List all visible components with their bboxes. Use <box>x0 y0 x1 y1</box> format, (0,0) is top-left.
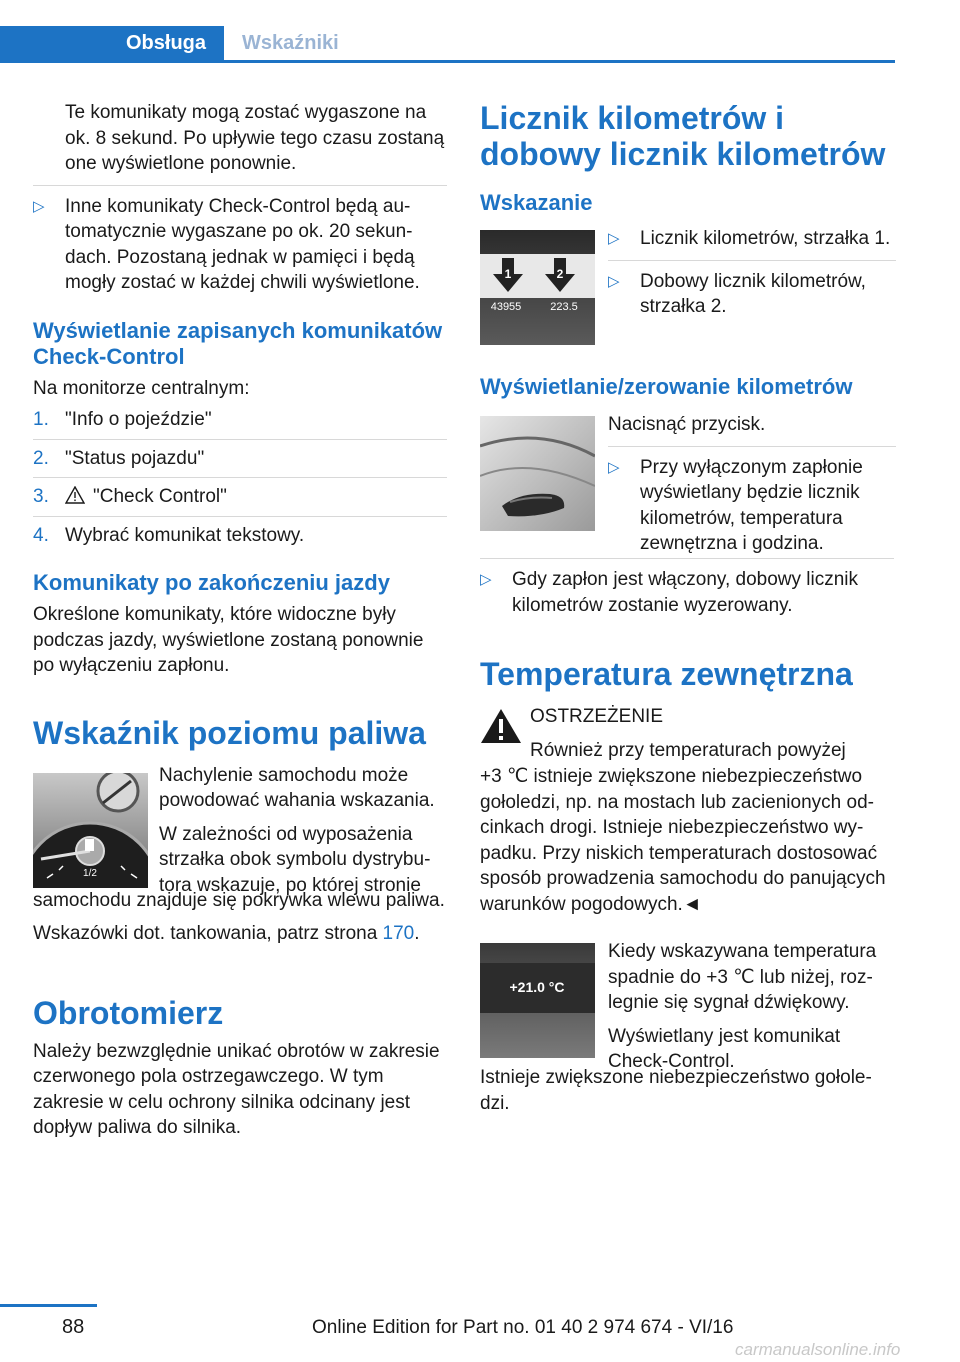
heading-show-stored: Wyświetlanie zapisanych komunikatów Check-Control <box>33 317 443 369</box>
paragraph-tachometer: Należy bezwzględnie unikać obrotów w zakresie czerwonego pola ostrzegawczego. W tym zakresie w celu ochrony silnika odcinany jest dopływ paliwa do silnika. <box>33 1040 440 1138</box>
paragraph-temp-risk: Istnieje zwiększone niebezpieczeństwo gołoledzi. <box>480 1067 872 1114</box>
temperature-value: +21.0 °C <box>509 979 565 995</box>
paragraph-temp-message: Wyświetlany jest komunikat Check-Control. <box>608 1025 841 1072</box>
trip-value: 223.5 <box>550 301 578 313</box>
fuel-gauge-image <box>33 773 148 888</box>
heading-tachometer: Obrotomierz <box>33 994 224 1031</box>
list-item <box>33 446 447 472</box>
paragraph-press-button: Nacisnąć przycisk. <box>608 414 766 435</box>
header-rule <box>0 60 895 63</box>
step-number: 4. <box>33 524 49 546</box>
paragraph-on-monitor: Na monitorze centralnym: <box>33 377 250 399</box>
refuel-hint-text: Wskazówki dot. tankowania, patrz strona <box>33 923 378 944</box>
right-column <box>480 100 894 1116</box>
fuel-gauge-half-label: 1/2 <box>83 867 97 879</box>
heading-display: Wskazanie <box>480 190 593 215</box>
odometer-list <box>608 226 896 320</box>
list-item <box>480 567 894 618</box>
warning-triangle-icon <box>65 486 85 504</box>
paragraph-refuel-hint <box>33 921 447 947</box>
paragraph-temp-signal: Kiedy wskazywana temperatura spadnie do +3 ℃ lub niżej, rozlegnie się sygnał dźwiękowy. <box>608 941 877 1013</box>
watermark: carmanualsonline.info <box>735 1340 901 1359</box>
reset-text <box>608 412 896 557</box>
step-text[interactable]: "Status pojazdu" <box>65 447 205 469</box>
heading-after-drive: Komunikaty po zakończeniu jazdy <box>33 570 390 595</box>
divider <box>608 446 896 447</box>
page-header <box>0 0 960 62</box>
triangle-bullet-icon: ▷ <box>480 571 492 588</box>
triangle-bullet-icon: ▷ <box>608 230 620 247</box>
list-item <box>608 455 896 557</box>
odometer-display-image <box>480 230 595 345</box>
warning-title: OSTRZEŻENIE <box>530 706 664 727</box>
step-number: 1. <box>33 409 49 430</box>
fuel-text <box>159 763 449 899</box>
list-item-text: Dobowy licznik kilometrów, strzałka 2. <box>640 270 866 317</box>
heading-odometer: Licznik kilometrów i dobowy licznik kilometrów <box>480 100 886 172</box>
divider <box>33 516 447 517</box>
page-link-170[interactable]: 170 <box>382 923 415 944</box>
step-text: Wybrać komunikat tekstowy. <box>65 524 305 546</box>
step-text[interactable]: "Info o pojeździe" <box>65 409 212 430</box>
reset-section <box>480 412 894 560</box>
list-item-text: Licznik kilometrów, strzałka 1. <box>640 228 891 249</box>
paragraph-fuel-tilt: Nachylenie samochodu może powodować wahania wskazania. <box>159 764 435 811</box>
tab-obsluga[interactable]: Obsługa <box>0 26 224 61</box>
heading-fuel-gauge: Wskaźnik poziomu paliwa <box>33 714 426 751</box>
edition-text: Online Edition for Part no. 01 40 2 974 674 - VI/16 <box>312 1317 734 1338</box>
list-item-text: Inne komunikaty Check-Control będą automatycznie wygaszane po ok. 20 sekundach. Pozostaną jednak w pamięci i będą mogły zostać w każdej chwili wyświetlone. <box>65 195 420 293</box>
warning-text-b: +3 ℃ istnieje zwiększone niebezpieczeństwo gołoledzi, np. na mostach lub zacienionych odcinkach drogi. Istnieje niebezpieczeństwo wypadku. Przy niskich temperaturach dostosować sposób prowadzenia samochodu do panujących warunków pogodowych.◄ <box>480 766 886 915</box>
divider <box>33 185 447 186</box>
paragraph-fuel-arrow: W zależności od wyposażenia strzałka obok symbolu dystrybutora wskazuje, po której stronie <box>159 823 431 896</box>
temperature-display-image <box>480 943 595 1058</box>
list-item <box>608 269 896 320</box>
temp-section <box>480 939 894 1072</box>
arrow-1-label: 1 <box>504 267 512 281</box>
list-item <box>33 523 447 549</box>
warning-text-a: Również przy temperaturach powyżej <box>530 739 846 761</box>
fuel-section <box>33 763 447 896</box>
period: . <box>414 923 420 944</box>
heading-display-reset: Wyświetlanie/zerowanie kilometrów <box>480 374 853 399</box>
arrow-2-label: 2 <box>556 267 564 281</box>
paragraph-after-drive: Określone komunikaty, które widoczne były podczas jazdy, wyświetlone zostaną ponownie po wyłączeniu zapłonu. <box>33 604 424 676</box>
warning-icon <box>480 708 522 744</box>
step-number: 2. <box>33 447 49 469</box>
steps-list <box>33 407 447 548</box>
list-item <box>608 226 896 252</box>
divider <box>608 260 896 261</box>
paragraph-messages-hidden: Te komunikaty mogą zostać wygaszone na ok. 8 sekund. Po upływie tego czasu zostaną one wyświetlone ponownie. <box>65 102 445 174</box>
heading-outside-temp: Temperatura zewnętrzna <box>480 656 853 692</box>
left-column <box>33 100 447 1141</box>
step-number: 3. <box>33 486 49 507</box>
footer-rule <box>0 1304 97 1307</box>
list-item <box>33 194 447 296</box>
paragraph-fuel-arrow-cont: samochodu znajduje się pokrywka wlewu paliwa. <box>33 889 445 911</box>
triangle-bullet-icon: ▷ <box>33 197 45 215</box>
list-item-text: Gdy zapłon jest włączony, dobowy licznik kilometrów zostanie wyzerowany. <box>512 569 859 616</box>
triangle-bullet-icon: ▷ <box>608 458 620 476</box>
list-item <box>33 484 447 510</box>
list-item <box>33 407 447 433</box>
warning-block <box>480 704 894 764</box>
tab-wskazniki[interactable]: Wskaźniki <box>242 32 339 54</box>
odometer-value: 43955 <box>490 301 522 313</box>
divider <box>33 439 447 440</box>
warning-head <box>530 704 896 763</box>
odometer-section <box>480 230 894 348</box>
list-item-text: Przy wyłączonym zapłonie wyświetlany będzie licznik kilometrów, temperatura zewnętrzna i godzina. <box>640 456 863 554</box>
divider <box>33 477 447 478</box>
page-number: 88 <box>62 1316 85 1338</box>
triangle-bullet-icon: ▷ <box>608 272 620 290</box>
temp-text <box>608 939 896 1075</box>
reset-button-image <box>480 416 595 531</box>
step-text[interactable]: "Check Control" <box>93 486 227 507</box>
